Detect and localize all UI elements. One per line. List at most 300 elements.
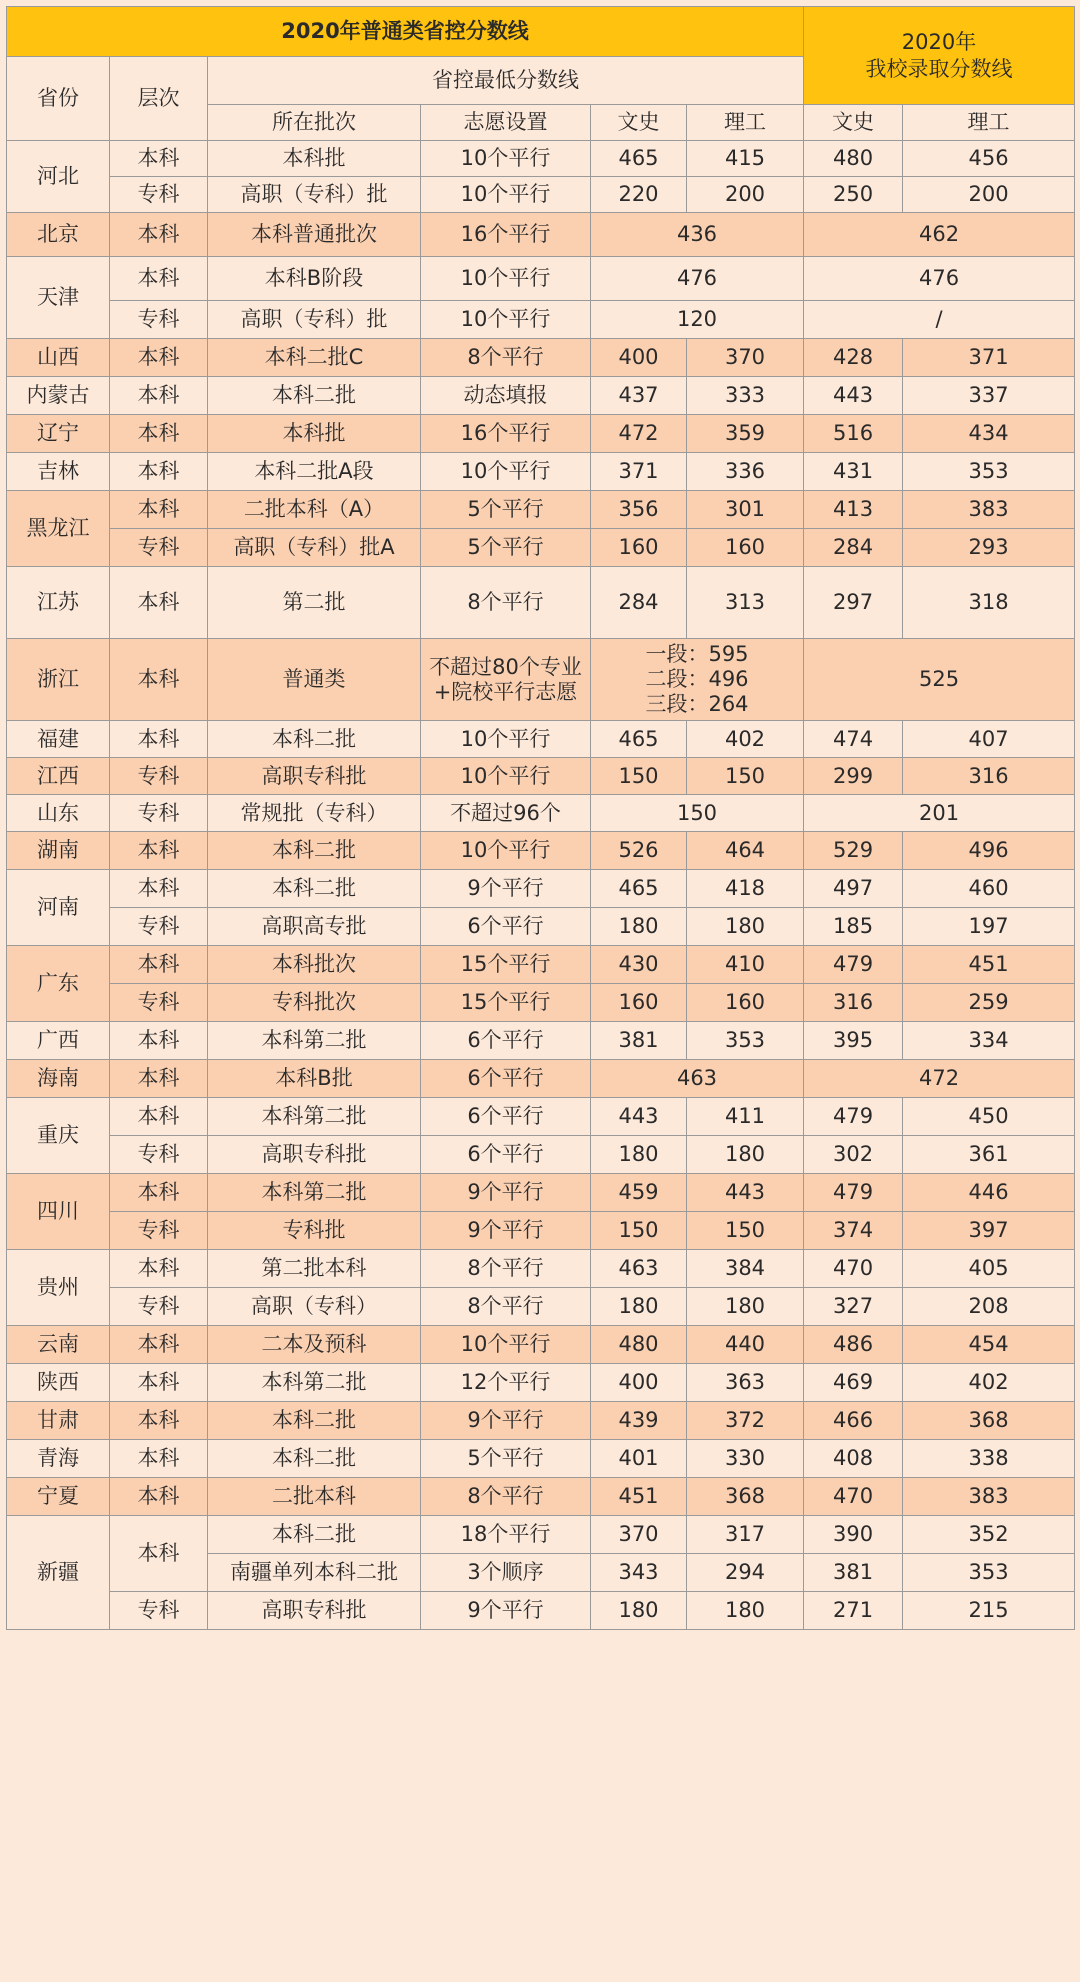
control-score-merged: 120 bbox=[591, 301, 804, 339]
school-science-score: 450 bbox=[903, 1098, 1075, 1136]
volunteer-cell: 8个平行 bbox=[421, 1250, 591, 1288]
province-name: 河北 bbox=[7, 141, 110, 213]
table-row bbox=[7, 529, 1075, 567]
science-score: 411 bbox=[687, 1098, 804, 1136]
school-arts-score: 428 bbox=[804, 339, 903, 377]
province-name: 甘肃 bbox=[7, 1402, 110, 1440]
table-row bbox=[7, 1136, 1075, 1174]
batch-cell: 高职专科批 bbox=[208, 758, 421, 795]
volunteer-cell: 8个平行 bbox=[421, 1478, 591, 1516]
science-score: 150 bbox=[687, 1212, 804, 1250]
volunteer-cell: 6个平行 bbox=[421, 908, 591, 946]
table-row bbox=[7, 257, 1075, 301]
province-name: 内蒙古 bbox=[7, 377, 110, 415]
segment-score: 二段：496 bbox=[645, 667, 749, 692]
batch-cell: 本科二批 bbox=[208, 870, 421, 908]
science-score: 336 bbox=[687, 453, 804, 491]
batch-cell: 本科二批 bbox=[208, 721, 421, 758]
segment-score-cell bbox=[591, 639, 804, 721]
volunteer-cell: 18个平行 bbox=[421, 1516, 591, 1554]
school-science-score: 259 bbox=[903, 984, 1075, 1022]
province-name: 山东 bbox=[7, 795, 110, 832]
table-row bbox=[7, 1098, 1075, 1136]
arts-score: 463 bbox=[591, 1250, 687, 1288]
batch-cell: 本科B阶段 bbox=[208, 257, 421, 301]
arts-score: 465 bbox=[591, 141, 687, 177]
volunteer-cell: 6个平行 bbox=[421, 1098, 591, 1136]
level-cell: 本科 bbox=[110, 1326, 208, 1364]
volunteer-cell: 9个平行 bbox=[421, 1174, 591, 1212]
batch-cell: 高职（专科） bbox=[208, 1288, 421, 1326]
school-science-score: 353 bbox=[903, 453, 1075, 491]
school-arts-score: 413 bbox=[804, 491, 903, 529]
arts-score: 180 bbox=[591, 908, 687, 946]
batch-cell: 二批本科 bbox=[208, 1478, 421, 1516]
level-cell: 本科 bbox=[110, 567, 208, 639]
volunteer-cell: 10个平行 bbox=[421, 758, 591, 795]
arts-score: 371 bbox=[591, 453, 687, 491]
school-science-score: 337 bbox=[903, 377, 1075, 415]
level-cell: 本科 bbox=[110, 721, 208, 758]
school-science-score: 371 bbox=[903, 339, 1075, 377]
school-arts-score: 374 bbox=[804, 1212, 903, 1250]
school-science-score: 338 bbox=[903, 1440, 1075, 1478]
province-name: 天津 bbox=[7, 257, 110, 339]
batch-header: 所在批次 bbox=[208, 105, 421, 141]
table-row bbox=[7, 339, 1075, 377]
arts-score: 465 bbox=[591, 870, 687, 908]
segment-score: 一段：595 bbox=[645, 642, 749, 667]
table-row bbox=[7, 984, 1075, 1022]
volunteer-cell: 9个平行 bbox=[421, 1402, 591, 1440]
school-title-text: 我校录取分数线 bbox=[865, 56, 1013, 81]
science-score: 330 bbox=[687, 1440, 804, 1478]
volunteer-cell: 8个平行 bbox=[421, 339, 591, 377]
arts-score: 465 bbox=[591, 721, 687, 758]
province-name: 湖南 bbox=[7, 832, 110, 870]
province-name: 山西 bbox=[7, 339, 110, 377]
level-cell: 本科 bbox=[110, 257, 208, 301]
province-name: 吉林 bbox=[7, 453, 110, 491]
arts-score: 150 bbox=[591, 758, 687, 795]
school-arts-score: 408 bbox=[804, 1440, 903, 1478]
control-score-merged: 463 bbox=[591, 1060, 804, 1098]
school-arts-score: 497 bbox=[804, 870, 903, 908]
level-cell: 专科 bbox=[110, 758, 208, 795]
batch-cell: 本科二批 bbox=[208, 377, 421, 415]
province-name: 贵州 bbox=[7, 1250, 110, 1326]
school-science-score: 215 bbox=[903, 1592, 1075, 1630]
batch-cell: 高职（专科）批A bbox=[208, 529, 421, 567]
arts-score: 160 bbox=[591, 529, 687, 567]
level-cell: 本科 bbox=[110, 1364, 208, 1402]
table-row bbox=[7, 1250, 1075, 1288]
batch-cell: 普通类 bbox=[208, 639, 421, 721]
control-score-merged: 476 bbox=[591, 257, 804, 301]
province-name: 广西 bbox=[7, 1022, 110, 1060]
table-row bbox=[7, 758, 1075, 795]
volunteer-cell: 6个平行 bbox=[421, 1022, 591, 1060]
school-science-score: 402 bbox=[903, 1364, 1075, 1402]
school-science-score: 293 bbox=[903, 529, 1075, 567]
batch-cell: 专科批次 bbox=[208, 984, 421, 1022]
level-cell: 本科 bbox=[110, 415, 208, 453]
school-science-score: 456 bbox=[903, 141, 1075, 177]
arts-score: 180 bbox=[591, 1136, 687, 1174]
school-score-merged: 462 bbox=[804, 213, 1075, 257]
province-name: 江苏 bbox=[7, 567, 110, 639]
science-score: 418 bbox=[687, 870, 804, 908]
level-cell: 本科 bbox=[110, 1250, 208, 1288]
school-arts-score: 250 bbox=[804, 177, 903, 213]
school-arts-score: 469 bbox=[804, 1364, 903, 1402]
level-cell: 专科 bbox=[110, 177, 208, 213]
science-score: 180 bbox=[687, 1288, 804, 1326]
batch-cell: 本科二批 bbox=[208, 1440, 421, 1478]
school-score-merged: / bbox=[804, 301, 1075, 339]
batch-cell: 专科批 bbox=[208, 1212, 421, 1250]
table-row bbox=[7, 301, 1075, 339]
province-name: 陕西 bbox=[7, 1364, 110, 1402]
volunteer-cell: 动态填报 bbox=[421, 377, 591, 415]
provincial-control-header: 省控最低分数线 bbox=[208, 57, 804, 105]
table-row bbox=[7, 491, 1075, 529]
table-row bbox=[7, 453, 1075, 491]
level-cell: 本科 bbox=[110, 141, 208, 177]
school-arts-score: 479 bbox=[804, 1098, 903, 1136]
level-cell: 专科 bbox=[110, 1136, 208, 1174]
school-science-score: 361 bbox=[903, 1136, 1075, 1174]
table-row bbox=[7, 1022, 1075, 1060]
province-name: 宁夏 bbox=[7, 1478, 110, 1516]
science-score: 464 bbox=[687, 832, 804, 870]
batch-cell: 高职专科批 bbox=[208, 1592, 421, 1630]
batch-cell: 高职（专科）批 bbox=[208, 177, 421, 213]
science-score: 313 bbox=[687, 567, 804, 639]
school-arts-score: 395 bbox=[804, 1022, 903, 1060]
arts-score: 400 bbox=[591, 1364, 687, 1402]
science-score: 353 bbox=[687, 1022, 804, 1060]
arts-score: 480 bbox=[591, 1326, 687, 1364]
province-name: 海南 bbox=[7, 1060, 110, 1098]
province-name: 福建 bbox=[7, 721, 110, 758]
science-score: 317 bbox=[687, 1516, 804, 1554]
level-cell: 本科 bbox=[110, 213, 208, 257]
table-row bbox=[7, 1440, 1075, 1478]
level-cell: 本科 bbox=[110, 1440, 208, 1478]
school-science-score: 451 bbox=[903, 946, 1075, 984]
school-science-score: 446 bbox=[903, 1174, 1075, 1212]
table-row bbox=[7, 1060, 1075, 1098]
table-row bbox=[7, 567, 1075, 639]
batch-cell: 二批本科（A） bbox=[208, 491, 421, 529]
arts-score: 401 bbox=[591, 1440, 687, 1478]
arts-score: 451 bbox=[591, 1478, 687, 1516]
arts-score: 160 bbox=[591, 984, 687, 1022]
level-cell: 本科 bbox=[110, 453, 208, 491]
level-cell: 专科 bbox=[110, 1288, 208, 1326]
control-score-merged: 436 bbox=[591, 213, 804, 257]
batch-cell: 本科批 bbox=[208, 415, 421, 453]
score-table bbox=[6, 6, 1075, 1630]
volunteer-cell: 16个平行 bbox=[421, 213, 591, 257]
school-score-merged: 476 bbox=[804, 257, 1075, 301]
school-arts-score: 185 bbox=[804, 908, 903, 946]
province-name: 新疆 bbox=[7, 1516, 110, 1630]
volunteer-cell: 5个平行 bbox=[421, 529, 591, 567]
province-name: 云南 bbox=[7, 1326, 110, 1364]
table-row bbox=[7, 1288, 1075, 1326]
volunteer-line: 不超过80个专业 bbox=[429, 654, 582, 679]
school-arts-score: 271 bbox=[804, 1592, 903, 1630]
level-cell: 专科 bbox=[110, 908, 208, 946]
level-cell: 本科 bbox=[110, 339, 208, 377]
school-science-score: 383 bbox=[903, 491, 1075, 529]
volunteer-cell: 9个平行 bbox=[421, 1592, 591, 1630]
school-science-score: 454 bbox=[903, 1326, 1075, 1364]
science-score: 301 bbox=[687, 491, 804, 529]
volunteer-cell: 6个平行 bbox=[421, 1060, 591, 1098]
table-row bbox=[7, 908, 1075, 946]
batch-cell: 本科第二批 bbox=[208, 1098, 421, 1136]
school-score-merged: 201 bbox=[804, 795, 1075, 832]
arts-score: 430 bbox=[591, 946, 687, 984]
school-arts-score: 529 bbox=[804, 832, 903, 870]
table-row bbox=[7, 1364, 1075, 1402]
science-score: 160 bbox=[687, 984, 804, 1022]
school-science-score: 405 bbox=[903, 1250, 1075, 1288]
table-row bbox=[7, 415, 1075, 453]
table-row bbox=[7, 1174, 1075, 1212]
volunteer-cell: 10个平行 bbox=[421, 177, 591, 213]
page-title: 2020年普通类省控分数线 bbox=[7, 7, 804, 57]
volunteer-cell: 8个平行 bbox=[421, 1288, 591, 1326]
science-score: 363 bbox=[687, 1364, 804, 1402]
batch-cell: 常规批（专科） bbox=[208, 795, 421, 832]
school-arts-score: 327 bbox=[804, 1288, 903, 1326]
arts-score: 356 bbox=[591, 491, 687, 529]
volunteer-cell: 10个平行 bbox=[421, 832, 591, 870]
table-row bbox=[7, 1516, 1075, 1554]
science-header: 理工 bbox=[687, 105, 804, 141]
school-science-score: 334 bbox=[903, 1022, 1075, 1060]
science-score: 372 bbox=[687, 1402, 804, 1440]
school-arts-score: 299 bbox=[804, 758, 903, 795]
school-arts-score: 470 bbox=[804, 1250, 903, 1288]
school-science-header: 理工 bbox=[903, 105, 1075, 141]
table-row bbox=[7, 377, 1075, 415]
science-score: 180 bbox=[687, 908, 804, 946]
level-cell: 本科 bbox=[110, 1098, 208, 1136]
school-science-score: 496 bbox=[903, 832, 1075, 870]
volunteer-cell: 10个平行 bbox=[421, 453, 591, 491]
school-science-score: 197 bbox=[903, 908, 1075, 946]
science-score: 200 bbox=[687, 177, 804, 213]
science-score: 410 bbox=[687, 946, 804, 984]
level-cell: 专科 bbox=[110, 529, 208, 567]
volunteer-cell: 10个平行 bbox=[421, 141, 591, 177]
school-science-score: 353 bbox=[903, 1554, 1075, 1592]
school-arts-score: 466 bbox=[804, 1402, 903, 1440]
volunteer-cell: 10个平行 bbox=[421, 721, 591, 758]
level-cell: 本科 bbox=[110, 946, 208, 984]
school-science-score: 318 bbox=[903, 567, 1075, 639]
science-score: 384 bbox=[687, 1250, 804, 1288]
batch-cell: 高职专科批 bbox=[208, 1136, 421, 1174]
table-row bbox=[7, 1478, 1075, 1516]
school-arts-score: 431 bbox=[804, 453, 903, 491]
table-row bbox=[7, 870, 1075, 908]
level-cell: 本科 bbox=[110, 491, 208, 529]
arts-score: 150 bbox=[591, 1212, 687, 1250]
table-row bbox=[7, 832, 1075, 870]
science-score: 402 bbox=[687, 721, 804, 758]
school-arts-score: 390 bbox=[804, 1516, 903, 1554]
volunteer-line: +院校平行志愿 bbox=[433, 679, 578, 704]
school-score-title bbox=[804, 7, 1075, 105]
batch-cell: 本科二批 bbox=[208, 1516, 421, 1554]
arts-score: 526 bbox=[591, 832, 687, 870]
school-arts-score: 297 bbox=[804, 567, 903, 639]
control-score-merged: 150 bbox=[591, 795, 804, 832]
school-arts-score: 316 bbox=[804, 984, 903, 1022]
arts-score: 459 bbox=[591, 1174, 687, 1212]
batch-cell: 本科二批C bbox=[208, 339, 421, 377]
arts-score: 343 bbox=[591, 1554, 687, 1592]
school-arts-header: 文史 bbox=[804, 105, 903, 141]
arts-score: 437 bbox=[591, 377, 687, 415]
school-arts-score: 381 bbox=[804, 1554, 903, 1592]
school-science-score: 200 bbox=[903, 177, 1075, 213]
science-score: 440 bbox=[687, 1326, 804, 1364]
level-cell: 本科 bbox=[110, 1060, 208, 1098]
level-cell: 专科 bbox=[110, 795, 208, 832]
level-cell: 本科 bbox=[110, 377, 208, 415]
science-score: 415 bbox=[687, 141, 804, 177]
batch-cell: 本科第二批 bbox=[208, 1364, 421, 1402]
table-row bbox=[7, 141, 1075, 177]
volunteer-cell: 10个平行 bbox=[421, 301, 591, 339]
batch-cell: 本科二批 bbox=[208, 1402, 421, 1440]
volunteer-cell: 不超过96个 bbox=[421, 795, 591, 832]
school-arts-score: 479 bbox=[804, 946, 903, 984]
batch-cell: 高职（专科）批 bbox=[208, 301, 421, 339]
school-arts-score: 486 bbox=[804, 1326, 903, 1364]
school-science-score: 352 bbox=[903, 1516, 1075, 1554]
science-score: 368 bbox=[687, 1478, 804, 1516]
province-name: 重庆 bbox=[7, 1098, 110, 1174]
province-name: 广东 bbox=[7, 946, 110, 1022]
batch-cell: 本科第二批 bbox=[208, 1174, 421, 1212]
table-row bbox=[7, 1212, 1075, 1250]
level-cell: 本科 bbox=[110, 1174, 208, 1212]
level-cell: 本科 bbox=[110, 639, 208, 721]
table-row bbox=[7, 1592, 1075, 1630]
science-score: 294 bbox=[687, 1554, 804, 1592]
table-row bbox=[7, 795, 1075, 832]
volunteer-header: 志愿设置 bbox=[421, 105, 591, 141]
volunteer-cell: 15个平行 bbox=[421, 984, 591, 1022]
school-score-merged: 525 bbox=[804, 639, 1075, 721]
province-name: 黑龙江 bbox=[7, 491, 110, 567]
batch-cell: 二本及预科 bbox=[208, 1326, 421, 1364]
volunteer-cell: 9个平行 bbox=[421, 1212, 591, 1250]
school-arts-score: 480 bbox=[804, 141, 903, 177]
arts-score: 370 bbox=[591, 1516, 687, 1554]
province-name: 河南 bbox=[7, 870, 110, 946]
province-header: 省份 bbox=[7, 57, 110, 141]
table-row bbox=[7, 1326, 1075, 1364]
school-science-score: 434 bbox=[903, 415, 1075, 453]
science-score: 180 bbox=[687, 1136, 804, 1174]
volunteer-cell: 5个平行 bbox=[421, 1440, 591, 1478]
school-score-merged: 472 bbox=[804, 1060, 1075, 1098]
volunteer-cell: 16个平行 bbox=[421, 415, 591, 453]
level-cell: 专科 bbox=[110, 301, 208, 339]
table-row bbox=[7, 1402, 1075, 1440]
arts-score: 400 bbox=[591, 339, 687, 377]
volunteer-cell: 9个平行 bbox=[421, 870, 591, 908]
province-name: 四川 bbox=[7, 1174, 110, 1250]
school-science-score: 397 bbox=[903, 1212, 1075, 1250]
school-arts-score: 443 bbox=[804, 377, 903, 415]
segment-score: 三段：264 bbox=[645, 691, 749, 716]
table-row bbox=[7, 639, 1075, 721]
science-score: 160 bbox=[687, 529, 804, 567]
arts-score: 439 bbox=[591, 1402, 687, 1440]
table-row bbox=[7, 721, 1075, 758]
batch-cell: 南疆单列本科二批 bbox=[208, 1554, 421, 1592]
school-arts-score: 516 bbox=[804, 415, 903, 453]
science-score: 150 bbox=[687, 758, 804, 795]
batch-cell: 本科二批A段 bbox=[208, 453, 421, 491]
level-cell: 专科 bbox=[110, 1592, 208, 1630]
school-arts-score: 474 bbox=[804, 721, 903, 758]
school-title-year: 2020年 bbox=[901, 30, 977, 55]
arts-score: 443 bbox=[591, 1098, 687, 1136]
school-science-score: 368 bbox=[903, 1402, 1075, 1440]
province-name: 青海 bbox=[7, 1440, 110, 1478]
batch-cell: 本科二批 bbox=[208, 832, 421, 870]
province-name: 北京 bbox=[7, 213, 110, 257]
province-name: 辽宁 bbox=[7, 415, 110, 453]
level-header: 层次 bbox=[110, 57, 208, 141]
province-name: 江西 bbox=[7, 758, 110, 795]
level-cell: 本科 bbox=[110, 1478, 208, 1516]
level-cell: 本科 bbox=[110, 832, 208, 870]
school-arts-score: 479 bbox=[804, 1174, 903, 1212]
volunteer-cell: 10个平行 bbox=[421, 1326, 591, 1364]
science-score: 359 bbox=[687, 415, 804, 453]
batch-cell: 本科第二批 bbox=[208, 1022, 421, 1060]
arts-score: 381 bbox=[591, 1022, 687, 1060]
volunteer-cell: 6个平行 bbox=[421, 1136, 591, 1174]
school-science-score: 383 bbox=[903, 1478, 1075, 1516]
volunteer-cell: 12个平行 bbox=[421, 1364, 591, 1402]
science-score: 443 bbox=[687, 1174, 804, 1212]
province-name: 浙江 bbox=[7, 639, 110, 721]
science-score: 180 bbox=[687, 1592, 804, 1630]
arts-score: 220 bbox=[591, 177, 687, 213]
batch-cell: 高职高专批 bbox=[208, 908, 421, 946]
level-cell: 本科 bbox=[110, 1022, 208, 1060]
school-arts-score: 284 bbox=[804, 529, 903, 567]
science-score: 370 bbox=[687, 339, 804, 377]
batch-cell: 第二批 bbox=[208, 567, 421, 639]
school-science-score: 407 bbox=[903, 721, 1075, 758]
volunteer-cell: 5个平行 bbox=[421, 491, 591, 529]
school-arts-score: 302 bbox=[804, 1136, 903, 1174]
